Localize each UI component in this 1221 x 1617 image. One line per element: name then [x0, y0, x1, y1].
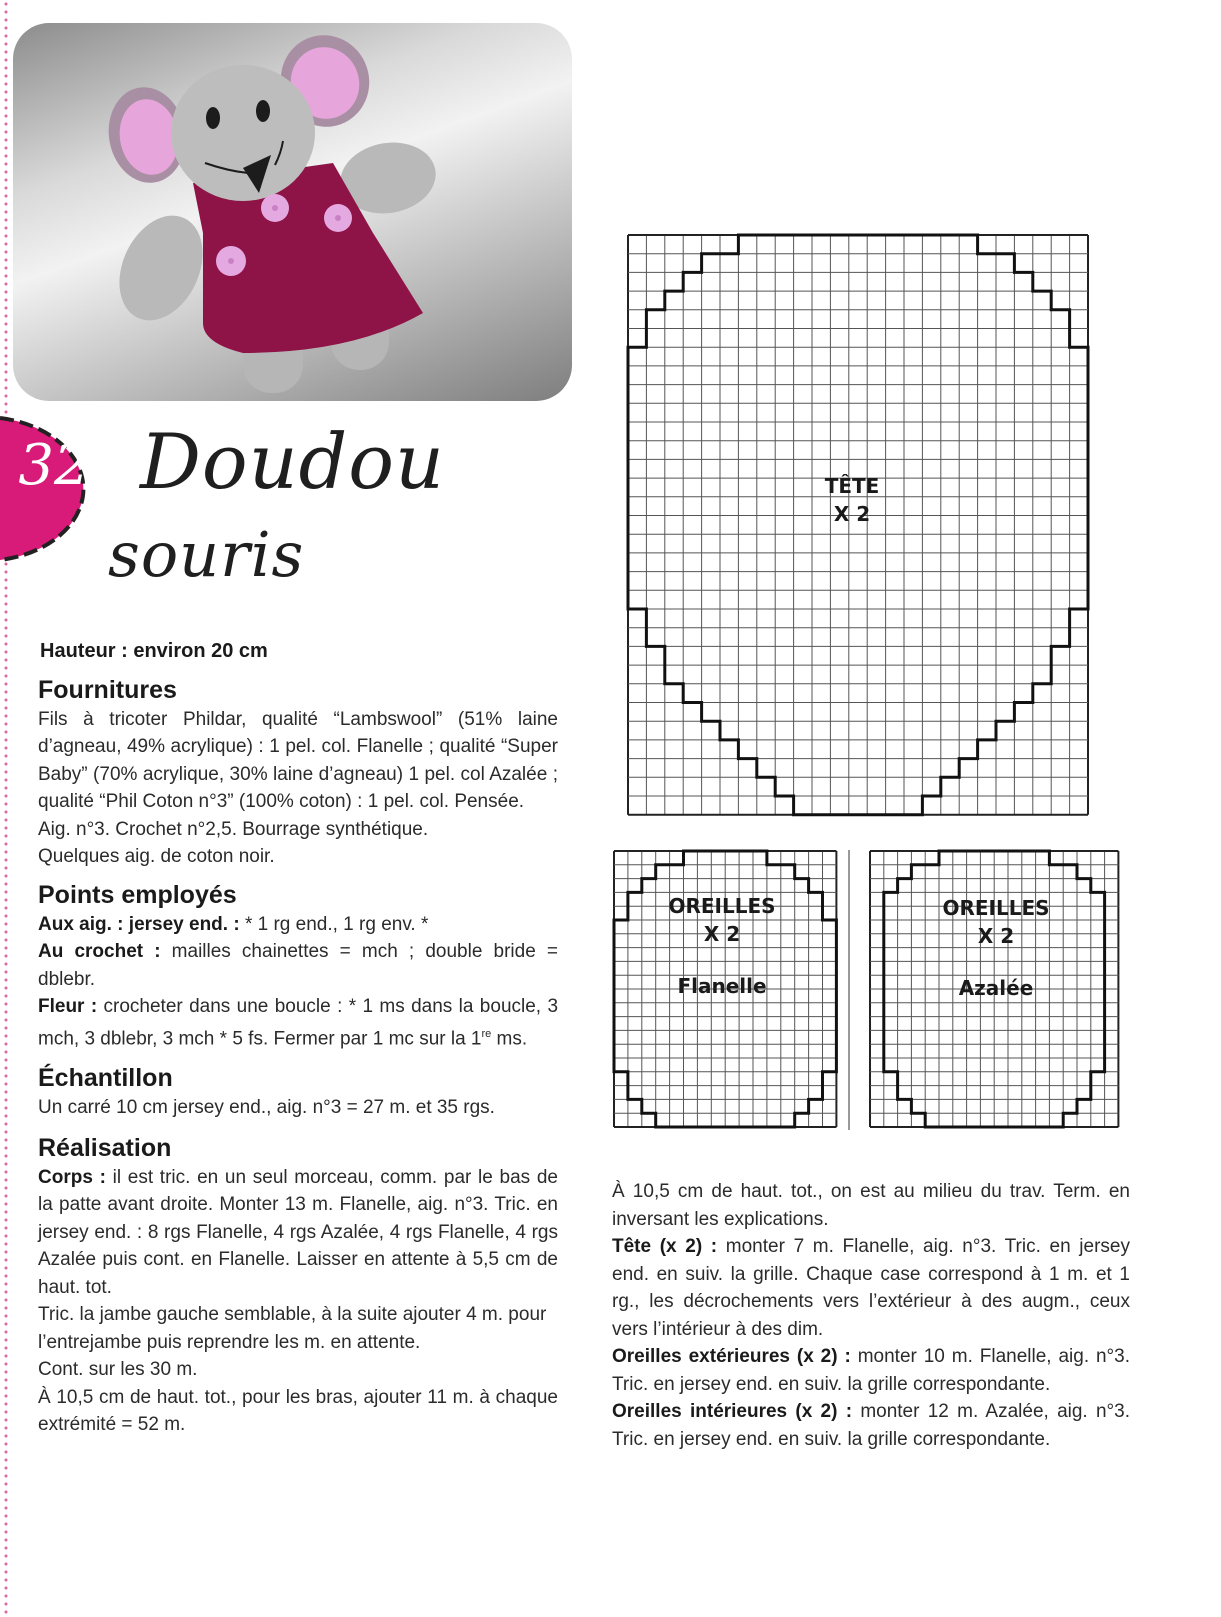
page-edge-dots [4, 0, 8, 1617]
point-text: mailles chainettes = mch ; double bride = dblebr. [38, 941, 558, 990]
title-line-2: souris [108, 518, 305, 591]
superscript: re [481, 1027, 492, 1040]
fournitures-extra: Quelques aig. de coton noir. [38, 846, 275, 867]
right-column [612, 1178, 1130, 1453]
fournitures-tools: Aig. n°3. Crochet n°2,5. Bourrage synthétique. [38, 818, 429, 840]
left-column [38, 638, 558, 1439]
tete-instr-text: monter 7 m. Flanelle, aig. n°3. Tric. en jersey end. en suiv. la grille. Chaque case correspond à 1 m. et 1 rg., les décrochements vers l’extérieur à des augm., ceux vers l’intérieur à des dim. [612, 1236, 1130, 1340]
point-label: Fleur : [38, 996, 98, 1017]
point-text: crocheter dans une boucle : * 1 ms dans la boucle, 3 mch, 3 dblebr, 3 mch * 5 fs. Fermer par 1 mc sur la 1 [38, 996, 559, 1049]
oreilles-flanelle-count: X 2 [703, 922, 741, 946]
corps-paragraph [38, 1164, 558, 1302]
point-label: Au crochet : [38, 941, 161, 962]
tete-label: TÊTE [824, 474, 880, 498]
oreilles-flanelle-label: OREILLES [668, 894, 776, 918]
chart-tete [620, 225, 1110, 825]
realisation-p3: Cont. sur les 30 m. [38, 1359, 198, 1381]
knitted-mouse-illustration [13, 23, 572, 401]
oreilles-ext-paragraph [612, 1343, 1130, 1398]
point-item [38, 911, 558, 939]
realisation-p2: Tric. la jambe gauche semblable, à la suite ajouter 4 m. pour l’entrejambe puis reprendre les m. en attente. [38, 1304, 547, 1353]
point-label: Aux aig. : jersey end. : [38, 913, 240, 935]
point-item [38, 938, 558, 993]
chart-oreilles-flanelle [610, 845, 850, 1135]
realisation-p5: À 10,5 cm de haut. tot., on est au milieu du trav. Term. en inversant les explications. [612, 1181, 1130, 1230]
oreilles-int-paragraph [612, 1398, 1130, 1453]
tete-instr-label: Tête (x 2) : [612, 1236, 718, 1257]
corps-text: il est tric. en un seul morceau, comm. par le bas de la patte avant droite. Monter 13 m. Flanelle, aig. n°3. Tric. en jersey end. : 8 rgs Flanelle, 4 rgs Azalée, 4 rgs Flanelle, 4 rgs Azalée puis cont. en Flanelle. Laisser en attente à 5,5 cm de haut. tot. [38, 1166, 558, 1298]
product-photo [13, 23, 572, 401]
oreilles-azalee-count: X 2 [977, 924, 1015, 948]
point-item [38, 993, 558, 1052]
heading-points: Points employés [38, 880, 237, 909]
echantillon-text: Un carré 10 cm jersey end., aig. n°3 = 27 m. et 35 rgs. [38, 1097, 495, 1119]
realisation-p4: À 10,5 cm de haut. tot., pour les bras, ajouter 11 m. à chaque extrémité = 52 m. [38, 1386, 558, 1436]
oreilles-int-label: Oreilles intérieures (x 2) : [612, 1401, 853, 1422]
oreilles-flanelle-color: Flanelle [677, 974, 767, 998]
heading-echantillon: Échantillon [38, 1064, 173, 1093]
oreilles-azalee-color: Azalée [958, 976, 1034, 1000]
heading-realisation: Réalisation [38, 1133, 172, 1162]
tete-count: X 2 [833, 502, 871, 526]
oreilles-ext-text: monter 10 m. Flanelle, aig. n°3. Tric. en jersey end. en suiv. la grille correspondante. [612, 1346, 1131, 1395]
fournitures-text: Fils à tricoter Phildar, qualité “Lambswool” (51% laine d’agneau, 49% acrylique) : 1 pel. col. Flanelle ; qualité “Super Baby” (70% acrylique, 30% laine d’agneau) 1 pel. col Azalée ; qualité “Phil Coton n°3” (100% coton) : 1 pel. col. Pensée. [38, 708, 558, 812]
chart-oreilles-azalee [866, 845, 1136, 1135]
corps-label: Corps : [38, 1166, 106, 1188]
title-line-1: Doudou [140, 417, 445, 506]
oreilles-azalee-label: OREILLES [942, 896, 1050, 920]
height-info: Hauteur : environ 20 cm [40, 640, 268, 662]
oreilles-ext-label: Oreilles extérieures (x 2) : [612, 1346, 851, 1367]
pattern-number: 32 [18, 433, 90, 498]
chart-separator [848, 850, 850, 1130]
tete-paragraph [612, 1233, 1130, 1343]
heading-fournitures: Fournitures [38, 675, 177, 704]
point-text: * 1 rg end., 1 rg env. * [239, 913, 429, 935]
oreilles-int-text: monter 12 m. Azalée, aig. n°3. Tric. en jersey end. en suiv. la grille correspondante. [612, 1401, 1130, 1450]
point-text-tail: ms. [491, 1027, 528, 1049]
